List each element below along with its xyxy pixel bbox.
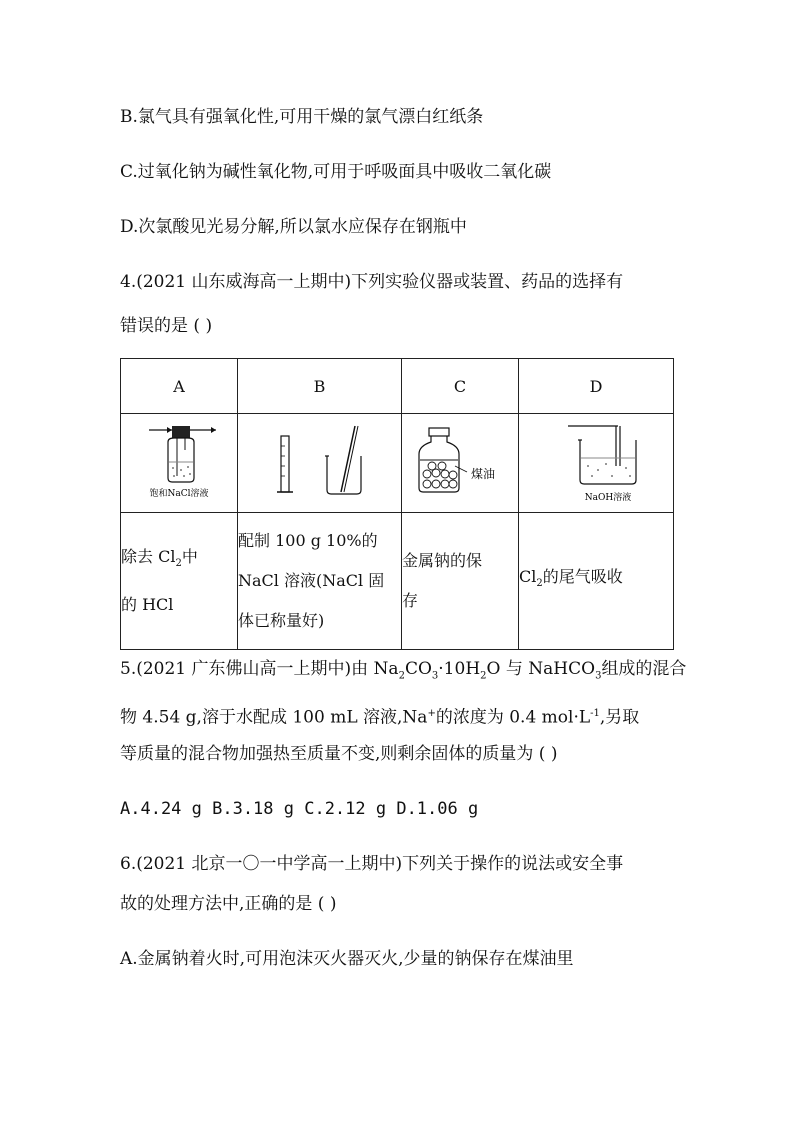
- table-figure-row: [121, 414, 674, 513]
- figure-c: [402, 414, 519, 513]
- desc-a: 除去 $Cl_2$中 的 HCl: [121, 513, 238, 650]
- label-saturated-nacl: 饱和NaCl溶液: [149, 489, 209, 499]
- figure-a: [121, 414, 238, 513]
- question-6-stem-cont: 故的处理方法中,正确的是 ( ): [120, 894, 337, 914]
- label-naoh-solution: NaOH溶液: [584, 493, 632, 503]
- option-c: C.过氧化钠为碱性氧化物,可用于呼吸面具中吸收二氧化碳: [120, 162, 552, 182]
- label-kerosene: 煤油: [470, 467, 496, 481]
- question-5-stem-cont: 物 4.54 g,溶于水配成 100 mL 溶液,Na+的浓度为 0.4 $mol\cdot L^{-1}$,另取: [120, 707, 640, 728]
- figure-d: [519, 414, 674, 513]
- question-5-options: A.4.24 g B.3.18 g C.2.12 g D.1.06 g: [120, 799, 479, 819]
- header-b: B: [238, 359, 402, 414]
- desc-b: 配制 100 g 10%的 NaCl 溶液(NaCl 固 体已称量好): [238, 513, 402, 650]
- desc-d: $Cl_2$的尾气吸收: [519, 513, 674, 650]
- table-description-row: [121, 513, 674, 650]
- header-d: D: [519, 359, 674, 414]
- option-d: D.次氯酸见光易分解,所以氯水应保存在钢瓶中: [120, 217, 467, 237]
- question-5-stem: 5.(2021 广东佛山高一上期中)由 $Na_2CO_3\cdot 10H_2O$ 与 NaHCO$_3$组成的混合: [120, 659, 687, 682]
- question-4-stem-cont: 错误的是 ( ): [120, 316, 213, 336]
- option-b: B.氯气具有强氧化性,可用干燥的氯气漂白红纸条: [120, 107, 484, 127]
- question-6-stem: 6.(2021 北京一〇一中学高一上期中)下列关于操作的说法或安全事: [120, 854, 624, 874]
- header-a: A: [121, 359, 238, 414]
- table-header-row: [121, 359, 674, 414]
- desc-c: 金属钠的保 存: [402, 513, 519, 650]
- question-5-stem-end: 等质量的混合物加强热至质量不变,则剩余固体的质量为 ( ): [120, 744, 558, 764]
- question-4-stem: 4.(2021 山东威海高一上期中)下列实验仪器或装置、药品的选择有: [120, 272, 624, 292]
- header-c: C: [402, 359, 519, 414]
- question-6-option-a: A.金属钠着火时,可用泡沫灭火器灭火,少量的钠保存在煤油里: [120, 949, 574, 969]
- question-4-table: [120, 358, 674, 650]
- figure-b: [238, 414, 402, 513]
